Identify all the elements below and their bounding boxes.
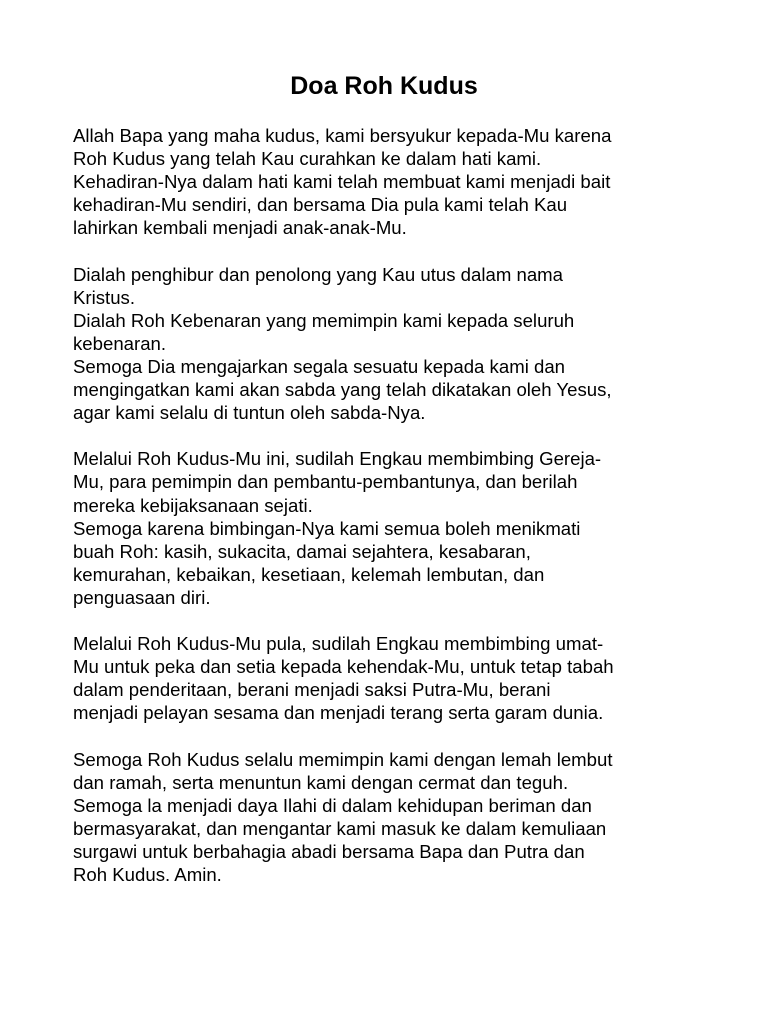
text-line: Roh Kudus yang telah Kau curahkan ke dalam hati kami. — [73, 148, 542, 170]
text-line: Kristus. — [73, 286, 135, 308]
text-line: Melalui Roh Kudus-Mu ini, sudilah Engkau membimbing Gereja- — [73, 448, 602, 470]
paragraph-2 — [73, 263, 733, 425]
text-line: Melalui Roh Kudus-Mu pula, sudilah Engkau membimbing umat- — [73, 633, 604, 655]
paragraph-1 — [73, 124, 733, 239]
text-line: Dialah penghibur dan penolong yang Kau utus dalam nama — [73, 263, 563, 285]
text-line: Kehadiran-Nya dalam hati kami telah membuat kami menjadi bait — [73, 171, 611, 193]
text-line: menjadi pelayan sesama dan menjadi terang serta garam dunia. — [73, 702, 604, 724]
document-title: Doa Roh Kudus — [290, 72, 478, 100]
text-line: Semoga la menjadi daya Ilahi di dalam kehidupan beriman dan — [73, 794, 592, 816]
text-line: kebenaran. — [73, 332, 167, 354]
text-line: Roh Kudus. Amin. — [73, 864, 222, 885]
document-body — [73, 124, 733, 909]
text-line: kehadiran-Mu sendiri, dan bersama Dia pula kami telah Kau — [73, 194, 568, 216]
text-line: Semoga Roh Kudus selalu memimpin kami dengan lemah lembut — [73, 748, 613, 770]
paragraph-4 — [73, 632, 733, 724]
paragraph-5 — [73, 748, 733, 887]
text-line: Dialah Roh Kebenaran yang memimpin kami kepada seluruh — [73, 309, 575, 331]
text-line: Allah Bapa yang maha kudus, kami bersyukur kepada-Mu karena — [73, 125, 612, 146]
text-line: Mu, para pemimpin dan pembantu-pembantunya, dan berilah — [73, 471, 578, 493]
paragraph-3 — [73, 447, 733, 609]
text-line: penguasaan diri. — [73, 586, 211, 608]
text-line: mereka kebijaksanaan sejati. — [73, 494, 313, 516]
text-line: Semoga karena bimbingan-Nya kami semua boleh menikmati — [73, 517, 581, 539]
text-line: bermasyarakat, dan mengantar kami masuk ke dalam kemuliaan — [73, 817, 607, 839]
text-line: buah Roh: kasih, sukacita, damai sejahtera, kesabaran, — [73, 540, 531, 562]
text-line: Semoga Dia mengajarkan segala sesuatu kepada kami dan — [73, 355, 566, 377]
text-line: dalam penderitaan, berani menjadi saksi Putra-Mu, berani — [73, 679, 551, 701]
text-line: surgawi untuk berbahagia abadi bersama Bapa dan Putra dan — [73, 840, 585, 862]
text-line: Mu untuk peka dan setia kepada kehendak-Mu, untuk tetap tabah — [73, 656, 614, 678]
text-line: kemurahan, kebaikan, kesetiaan, kelemah lembutan, dan — [73, 563, 545, 585]
text-line: agar kami selalu di tuntun oleh sabda-Nya. — [73, 402, 426, 424]
text-line: dan ramah, serta menuntun kami dengan cermat dan teguh. — [73, 771, 569, 793]
text-line: lahirkan kembali menjadi anak-anak-Mu. — [73, 217, 407, 239]
text-line: mengingatkan kami akan sabda yang telah dikatakan oleh Yesus, — [73, 379, 612, 401]
